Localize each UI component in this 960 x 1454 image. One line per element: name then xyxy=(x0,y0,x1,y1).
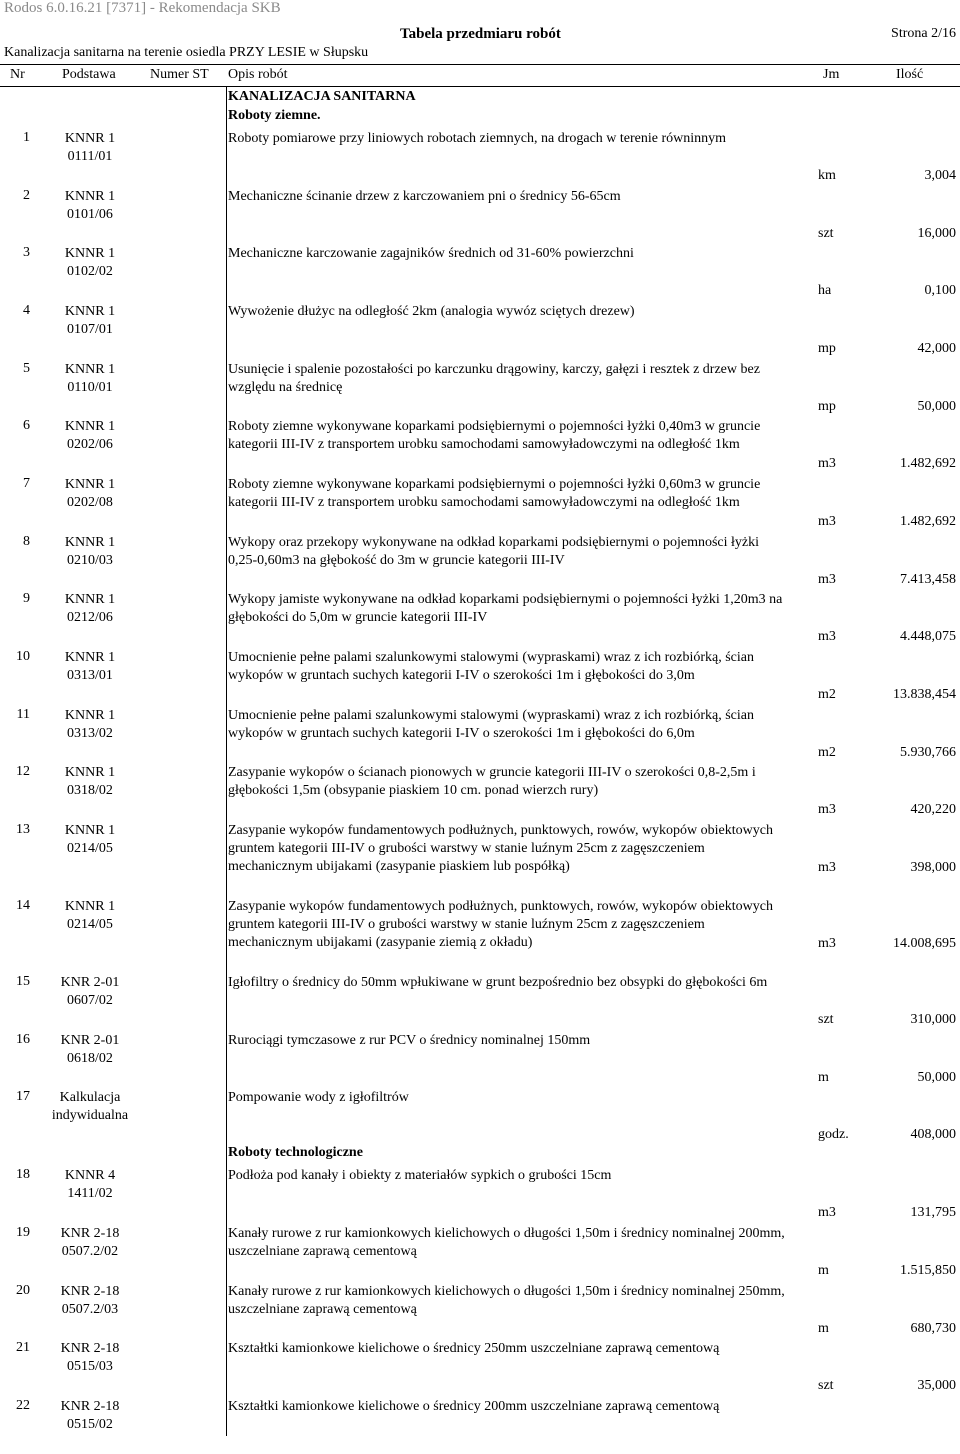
row-basis-line: KNNR 4 xyxy=(64,1168,116,1183)
row-quantity: 50,000 xyxy=(917,1070,956,1085)
row-quantity: 0,100 xyxy=(924,283,956,298)
row-basis xyxy=(40,361,140,397)
row-basis xyxy=(40,303,140,339)
table-row xyxy=(0,896,960,954)
row-basis xyxy=(40,476,140,512)
row-basis-line: KNNR 1 xyxy=(64,477,116,492)
row-quantity: 13.838,454 xyxy=(893,687,956,702)
row-number: 20 xyxy=(16,1283,30,1298)
row-quantity: 42,000 xyxy=(917,341,956,356)
table-row xyxy=(0,1087,960,1145)
row-description: Mechaniczne karczowanie zagajników średnich od 31-60% powierzchni xyxy=(228,246,634,261)
row-quantity: 310,000 xyxy=(910,1012,956,1027)
row-unit: mp xyxy=(818,341,836,356)
subsection-technological: Roboty technologiczne xyxy=(228,1145,363,1160)
table-row xyxy=(0,186,960,244)
row-basis xyxy=(40,707,140,743)
col-header-unit: Jm xyxy=(823,67,840,82)
row-basis xyxy=(40,188,140,224)
row-unit: m xyxy=(818,1321,829,1336)
row-number: 7 xyxy=(23,476,30,491)
table-row xyxy=(0,1030,960,1088)
subsection-earthworks: Roboty ziemne. xyxy=(228,108,321,123)
row-basis xyxy=(40,591,140,627)
row-quantity: 5.930,766 xyxy=(900,745,956,760)
row-number: 10 xyxy=(16,649,30,664)
row-unit: m3 xyxy=(818,629,836,644)
row-description: Kanały rurowe z rur kamionkowych kielichowych o długości 1,50m i średnicy nominalnej 250mm, uszczelniane zaprawą cementową xyxy=(228,1284,785,1317)
row-description: Zasypanie wykopów o ścianach pionowych w gruncie kategorii III-IV o szerokości 0,8-2,5m i głębokości 1,5m (obsypanie piaskiem 10 cm. ponad wierzch rury) xyxy=(228,765,756,798)
row-basis-line: 0210/03 xyxy=(67,553,113,568)
row-basis-line: KNR 2-01 xyxy=(60,1033,120,1048)
col-header-nr: Nr xyxy=(10,67,25,82)
table-row xyxy=(0,1223,960,1281)
row-unit: m3 xyxy=(818,1205,836,1220)
row-basis-line: KNR 2-18 xyxy=(60,1284,120,1299)
row-description: Umocnienie pełne palami szalunkowymi stalowymi (wypraskami) wraz z ich rozbiórką, ścian wykopów w gruntach suchych kategorii I-IV o szerokości 1m i głębokości do 3,0m xyxy=(228,650,754,683)
row-number: 5 xyxy=(23,361,30,376)
row-basis-line: 0313/02 xyxy=(67,726,113,741)
row-quantity: 3,004 xyxy=(924,168,956,183)
row-quantity: 16,000 xyxy=(917,226,956,241)
row-basis-line: 0507.2/02 xyxy=(61,1244,119,1259)
row-quantity: 14.008,695 xyxy=(893,936,956,951)
row-number: 12 xyxy=(16,764,30,779)
row-basis-line: 0507.2/03 xyxy=(61,1302,119,1317)
row-basis xyxy=(40,1283,140,1319)
col-header-quantity: Ilość xyxy=(896,67,924,82)
page-number: Strona 2/16 xyxy=(891,26,956,41)
row-number: 6 xyxy=(23,418,30,433)
row-unit: m3 xyxy=(818,514,836,529)
row-number: 21 xyxy=(16,1340,30,1355)
row-number: 19 xyxy=(16,1225,30,1240)
row-basis xyxy=(40,245,140,281)
table-row xyxy=(0,1396,960,1454)
row-unit: szt xyxy=(818,1012,834,1027)
row-unit: godz. xyxy=(818,1127,849,1142)
row-basis xyxy=(40,764,140,800)
row-basis-line: 0214/05 xyxy=(67,917,113,932)
row-basis-line: 0202/06 xyxy=(67,437,113,452)
row-basis-line: KNR 2-18 xyxy=(60,1341,120,1356)
table-row xyxy=(0,532,960,590)
row-quantity: 1.515,850 xyxy=(900,1263,956,1278)
row-basis-line: KNNR 1 xyxy=(64,535,116,550)
row-basis-line: 0607/02 xyxy=(67,993,113,1008)
row-basis xyxy=(40,1089,140,1125)
row-number: 15 xyxy=(16,974,30,989)
row-basis-line: KNNR 1 xyxy=(64,362,116,377)
row-quantity: 398,000 xyxy=(910,860,956,875)
row-quantity: 7.413,458 xyxy=(900,572,956,587)
row-basis-line: 1411/02 xyxy=(67,1186,113,1201)
row-basis-line: 0111/01 xyxy=(67,149,113,164)
row-number: 18 xyxy=(16,1167,30,1182)
row-description: Mechaniczne ścinanie drzew z karczowaniem pni o średnicy 56-65cm xyxy=(228,189,621,204)
row-basis-line: KNNR 1 xyxy=(64,765,116,780)
project-name: Kanalizacja sanitarna na terenie osiedla PRZY LESIE w Słupsku xyxy=(4,45,369,60)
table-row xyxy=(0,647,960,705)
table-row xyxy=(0,359,960,417)
row-description: Kształtki kamionkowe kielichowe o średnicy 250mm uszczelniane zaprawą cementową xyxy=(228,1341,720,1356)
row-basis-line: 0102/02 xyxy=(67,264,113,279)
row-unit: km xyxy=(818,168,836,183)
row-basis-line: 0212/06 xyxy=(67,610,113,625)
row-basis-line: 0101/06 xyxy=(67,207,113,222)
row-description: Igłofiltry o średnicy do 50mm wpłukiwane w grunt bezpośrednio bez obsypki do głębokości 6m xyxy=(228,975,768,990)
row-description: Wykopy oraz przekopy wykonywane na odkład koparkami podsiębiernymi o pojemności łyżki 0,25-0,60m3 na głębokość do 3m w gruncie kategorii III-IV xyxy=(228,535,760,568)
row-basis-line: 0515/03 xyxy=(67,1359,113,1374)
row-quantity: 680,730 xyxy=(910,1321,956,1336)
row-number: 16 xyxy=(16,1032,30,1047)
row-basis-line: KNNR 1 xyxy=(64,592,116,607)
row-basis-line: KNR 2-01 xyxy=(60,975,120,990)
table-row xyxy=(0,416,960,474)
table-row xyxy=(0,301,960,359)
col-header-basis: Podstawa xyxy=(62,67,116,82)
row-basis xyxy=(40,130,140,166)
row-number: 2 xyxy=(23,188,30,203)
row-quantity: 50,000 xyxy=(917,399,956,414)
col-header-description: Opis robót xyxy=(228,67,288,82)
row-number: 1 xyxy=(23,130,30,145)
table-row xyxy=(0,1338,960,1396)
row-description: Roboty ziemne wykonywane koparkami podsiębiernymi o pojemności łyżki 0,40m3 w gruncie kategorii III-IV z transportem urobku samochodami samowyładowczymi na odległość 1km xyxy=(228,419,761,452)
row-description: Podłoża pod kanały i obiekty z materiałów sypkich o grubości 15cm xyxy=(228,1168,612,1183)
row-basis-line: 0515/02 xyxy=(67,1417,113,1432)
row-quantity: 4.448,075 xyxy=(900,629,956,644)
row-description: Umocnienie pełne palami szalunkowymi stalowymi (wypraskami) wraz z ich rozbiórką, ścian wykopów w gruntach suchych kategorii I-IV o szerokości 1m i głębokości do 6,0m xyxy=(228,708,754,741)
row-unit: m3 xyxy=(818,572,836,587)
row-unit: szt xyxy=(818,226,834,241)
row-basis-line: KNNR 1 xyxy=(64,650,116,665)
row-basis-line: KNNR 1 xyxy=(64,823,116,838)
table-row xyxy=(0,589,960,647)
row-quantity: 408,000 xyxy=(910,1127,956,1142)
row-description: Zasypanie wykopów fundamentowych podłużnych, punktowych, rowów, wykopów obiektowych gruntem kategorii III-IV o grubości warstwy w stanie luźnym 25cm z zagęszczeniem mechanicznym ubijakami (zasypanie ziemią z okładu) xyxy=(228,899,773,950)
row-basis-line: 0202/08 xyxy=(67,495,113,510)
row-number: 22 xyxy=(16,1398,30,1413)
table-row xyxy=(0,243,960,301)
row-basis xyxy=(40,974,140,1010)
row-basis xyxy=(40,898,140,934)
table-row xyxy=(0,1165,960,1223)
row-basis-line: 0214/05 xyxy=(67,841,113,856)
row-number: 11 xyxy=(16,707,30,722)
row-description: Roboty ziemne wykonywane koparkami podsiębiernymi o pojemności łyżki 0,60m3 w gruncie kategorii III-IV z transportem urobku samochodami samowyładowczymi na odległość 1km xyxy=(228,477,761,510)
row-unit: szt xyxy=(818,1378,834,1393)
row-quantity: 1.482,692 xyxy=(900,514,956,529)
row-description: Roboty pomiarowe przy liniowych robotach ziemnych, na drogach w terenie równinnym xyxy=(228,131,727,146)
document-title: Tabela przedmiaru robót xyxy=(400,26,561,42)
row-basis xyxy=(40,1032,140,1068)
row-basis-line: Kalkulacja xyxy=(59,1090,121,1105)
row-number: 8 xyxy=(23,534,30,549)
row-description: Zasypanie wykopów fundamentowych podłużnych, punktowych, rowów, wykopów obiektowych gruntem kategorii III-IV o grubości warstwy w stanie luźnym 25cm z zagęszczeniem mechanicznym ubijakami (zasypanie piaskiem lub pospółką) xyxy=(228,823,773,874)
table-row xyxy=(0,1281,960,1339)
row-basis-line: KNR 2-18 xyxy=(60,1226,120,1241)
row-number: 17 xyxy=(16,1089,30,1104)
row-quantity: 35,000 xyxy=(917,1378,956,1393)
row-unit: m3 xyxy=(818,936,836,951)
table-row xyxy=(0,705,960,763)
row-basis-line: KNNR 1 xyxy=(64,131,116,146)
table-row xyxy=(0,762,960,820)
row-quantity: 1.482,692 xyxy=(900,456,956,471)
row-basis-line: KNNR 1 xyxy=(64,246,116,261)
row-unit: m2 xyxy=(818,687,836,702)
row-unit: mp xyxy=(818,399,836,414)
row-unit: m xyxy=(818,1070,829,1085)
row-basis xyxy=(40,1167,140,1203)
row-basis-line: 0110/01 xyxy=(67,380,113,395)
row-description: Wywożenie dłużyc na odległość 2km (analogia wywóz sciętych drezew) xyxy=(228,304,635,319)
row-basis-line: KNNR 1 xyxy=(64,189,116,204)
row-basis xyxy=(40,649,140,685)
row-description: Rurociągi tymczasowe z rur PCV o średnicy nominalnej 150mm xyxy=(228,1033,591,1048)
row-unit: m3 xyxy=(818,802,836,817)
row-basis-line: KNNR 1 xyxy=(64,304,116,319)
row-number: 14 xyxy=(16,898,30,913)
row-basis-line: indywidualna xyxy=(51,1108,129,1123)
row-basis xyxy=(40,1225,140,1261)
section-title: KANALIZACJA SANITARNA xyxy=(228,89,416,104)
row-quantity: 131,795 xyxy=(910,1205,956,1220)
row-basis-line: KNNR 1 xyxy=(64,419,116,434)
row-quantity: 420,220 xyxy=(910,802,956,817)
row-basis-line: 0313/01 xyxy=(67,668,113,683)
row-number: 4 xyxy=(23,303,30,318)
row-description: Kształtki kamionkowe kielichowe o średnicy 200mm uszczelniane zaprawą cementową xyxy=(228,1399,720,1414)
row-unit: m3 xyxy=(818,860,836,875)
row-basis xyxy=(40,822,140,858)
col-header-st: Numer ST xyxy=(150,67,209,82)
window-title: Rodos 6.0.16.21 [7371] - Rekomendacja SKB xyxy=(4,0,281,16)
table-row xyxy=(0,820,960,878)
row-basis-line: 0107/01 xyxy=(67,322,113,337)
row-number: 3 xyxy=(23,245,30,260)
row-description: Pompowanie wody z igłofiltrów xyxy=(228,1090,409,1105)
row-description: Kanały rurowe z rur kamionkowych kielichowych o długości 1,50m i średnicy nominalnej 200mm, uszczelniane zaprawą cementową xyxy=(228,1226,785,1259)
row-basis-line: 0318/02 xyxy=(67,783,113,798)
table-row xyxy=(0,128,960,186)
row-unit: m xyxy=(818,1263,829,1278)
row-basis xyxy=(40,1340,140,1376)
row-basis xyxy=(40,534,140,570)
row-basis-line: KNR 2-18 xyxy=(60,1399,120,1414)
row-unit: ha xyxy=(818,283,832,298)
row-description: Usunięcie i spalenie pozostałości po karczunku drągowiny, karczy, gałęzi i resztek z drzew bez względu na średnicę xyxy=(228,362,760,395)
row-number: 13 xyxy=(16,822,30,837)
table-row xyxy=(0,972,960,1030)
row-number: 9 xyxy=(23,591,30,606)
row-unit: m2 xyxy=(818,745,836,760)
row-description: Wykopy jamiste wykonywane na odkład koparkami podsiębiernymi o pojemności łyżki 1,20m3 na głębokości do 5,0m w gruncie kategorii III-IV xyxy=(228,592,783,625)
row-basis xyxy=(40,1398,140,1434)
row-basis-line: 0618/02 xyxy=(67,1051,113,1066)
row-basis-line: KNNR 1 xyxy=(64,708,116,723)
row-unit: m3 xyxy=(818,456,836,471)
table-row xyxy=(0,474,960,532)
row-basis xyxy=(40,418,140,454)
row-basis-line: KNNR 1 xyxy=(64,899,116,914)
